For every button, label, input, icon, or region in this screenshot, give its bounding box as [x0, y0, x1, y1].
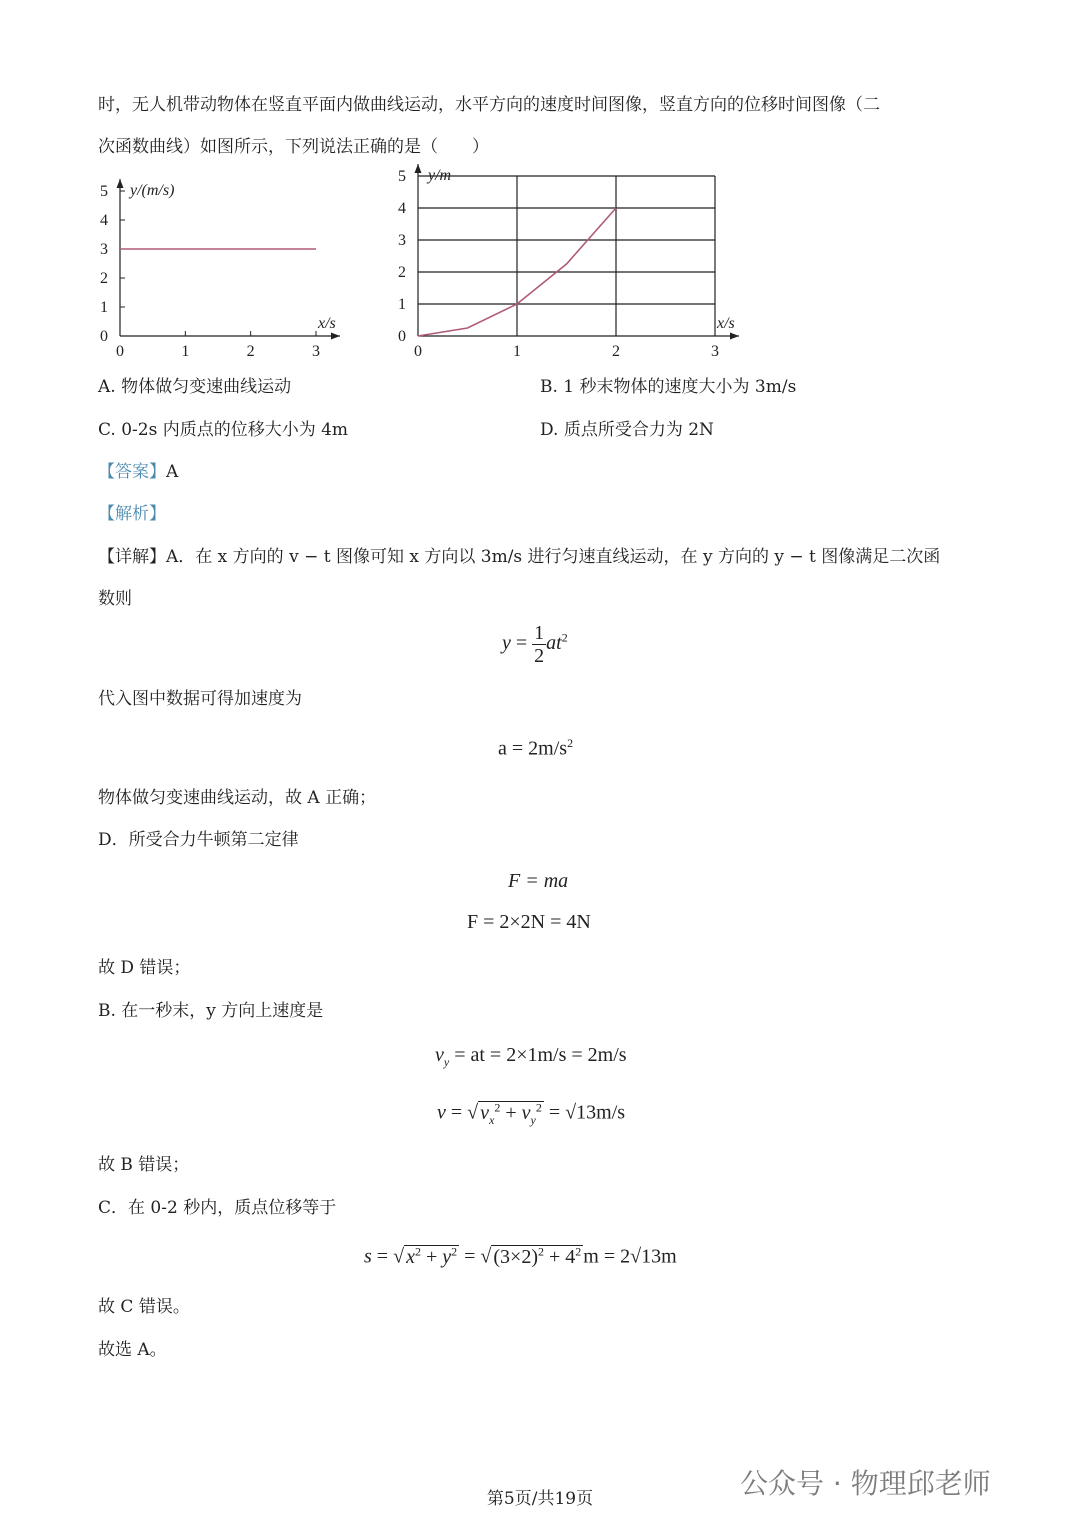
detail-c-wrong: 故 C 错误。	[98, 1297, 190, 1317]
detail-d-wrong: 故 D 错误；	[98, 958, 191, 978]
answer-line	[98, 459, 178, 485]
chart2-x-tick-label: 2	[612, 343, 620, 360]
answer-value: A	[166, 462, 179, 482]
chart2-x-arrow	[730, 333, 739, 340]
equation-3: F = ma	[508, 870, 569, 892]
chart2-x-axis-label: x/s	[717, 315, 735, 332]
velocity-time-chart	[80, 170, 380, 370]
chart2-y-tick-label: 2	[398, 264, 406, 281]
detail-c-text: C．在 0-2 秒内，质点位移等于	[98, 1198, 337, 1218]
chart1-y-tick-label: 0	[100, 328, 108, 345]
chart1-x-axis-label: x/s	[318, 315, 336, 332]
eq6-tail: = √13m/s	[548, 1101, 626, 1124]
chart1-y-tick-label: 3	[100, 241, 108, 258]
equation-4: F = 2×2N = 4N	[467, 911, 591, 933]
eq2-text: a = 2m/s	[498, 737, 568, 760]
answer-tag: 【答案】	[98, 462, 166, 482]
chart1-x-arrow	[331, 333, 340, 340]
eq1-numerator: 1	[534, 622, 545, 644]
watermark: 公众号 · 物理邱老师	[740, 1467, 991, 1500]
chart2-y-tick-label: 5	[398, 168, 406, 185]
equation-7: s = √ $x^2 + y^2$ = √ $(3\times 2)^2 + 4^2$ m = 2√13m	[364, 1244, 677, 1268]
chart2-y-axis-label: y/m	[428, 167, 452, 184]
chart2-y-tick-label: 0	[398, 328, 406, 345]
chart1-x-tick-label: 0	[116, 343, 124, 360]
equation-5: $v_y$ = at = 2×1m/s = 2m/s	[435, 1044, 627, 1069]
analysis-tag: 【解析】	[98, 504, 166, 524]
eq1-lhs: y	[502, 632, 511, 655]
detail-b-text: B. 在一秒末，y 方向上速度是	[98, 1001, 324, 1021]
chart1-y-arrow	[117, 179, 124, 188]
chart1-y-tick-label: 2	[100, 270, 108, 287]
chart1-y-tick-label: 5	[100, 183, 108, 200]
displacement-time-chart	[380, 167, 740, 370]
equation-6: v = √ $v_x^2 + v_y^2 = √13m/s$	[437, 1100, 626, 1127]
chart1-x-tick-label: 1	[181, 343, 190, 360]
detail-line-2: 数则	[98, 589, 132, 609]
chart2-x-tick-label: 3	[711, 343, 719, 360]
option-b: B. 1 秒末物体的速度大小为 3m/s	[540, 377, 797, 397]
chart2-x-tick-label: 0	[414, 343, 422, 360]
chart1-y-tick-label: 1	[100, 299, 108, 316]
detail-acc-text: 代入图中数据可得加速度为	[98, 689, 302, 709]
chart1-x-tick-label: 2	[246, 343, 255, 360]
chart1-y-tick-label: 4	[100, 212, 108, 229]
chart2-y-tick-label: 1	[398, 296, 406, 313]
option-c: C. 0-2s 内质点的位移大小为 4m	[98, 420, 349, 440]
eq1-rhs: at	[546, 632, 562, 655]
option-d: D. 质点所受合力为 2N	[540, 420, 714, 440]
equation-1: y = $\frac{1}{2}$ $at^2$	[502, 622, 568, 667]
chart1-x-tick-label: 3	[312, 343, 320, 360]
detail-b-wrong: 故 B 错误；	[98, 1155, 190, 1175]
option-a: A. 物体做匀变速曲线运动	[98, 377, 292, 397]
detail-d-text: D．所受合力牛顿第二定律	[98, 830, 299, 850]
eq1-fraction	[532, 622, 546, 667]
chart2-y-tick-label: 3	[398, 232, 406, 249]
eq1-denominator: 2	[534, 645, 545, 667]
detail-a-correct: 物体做匀变速曲线运动，故 A 正确；	[98, 788, 377, 808]
eq7-tail: m = 2√13m	[583, 1245, 677, 1268]
detail-select: 故选 A。	[98, 1340, 167, 1360]
chart2-y-tick-label: 4	[398, 200, 406, 217]
detail-line-1	[98, 544, 940, 570]
eq5-text: = at = 2×1m/s = 2m/s	[454, 1044, 627, 1066]
chart2-y-arrow	[415, 164, 422, 173]
chart2-x-tick-label: 1	[513, 343, 521, 360]
chart1-y-axis-label: y/(m/s)	[130, 182, 175, 199]
equation-2: $a = 2m/s^2$	[498, 736, 574, 760]
page-footer: 第5页/共19页	[486, 1489, 594, 1509]
question-line-2: 次函数曲线）如图所示，下列说法正确的是（ ）	[98, 137, 489, 157]
detail-tag: 【详解】	[98, 547, 166, 567]
detail-text-1: A．在 x 方向的 v − t 图像可知 x 方向以 3m/s 进行匀速直线运动，在 y 方向的 y − t 图像满足二次函	[166, 547, 941, 567]
question-line-1: 时，无人机带动物体在竖直平面内做曲线运动，水平方向的速度时间图像，竖直方向的位移时间图像（二	[98, 95, 880, 115]
